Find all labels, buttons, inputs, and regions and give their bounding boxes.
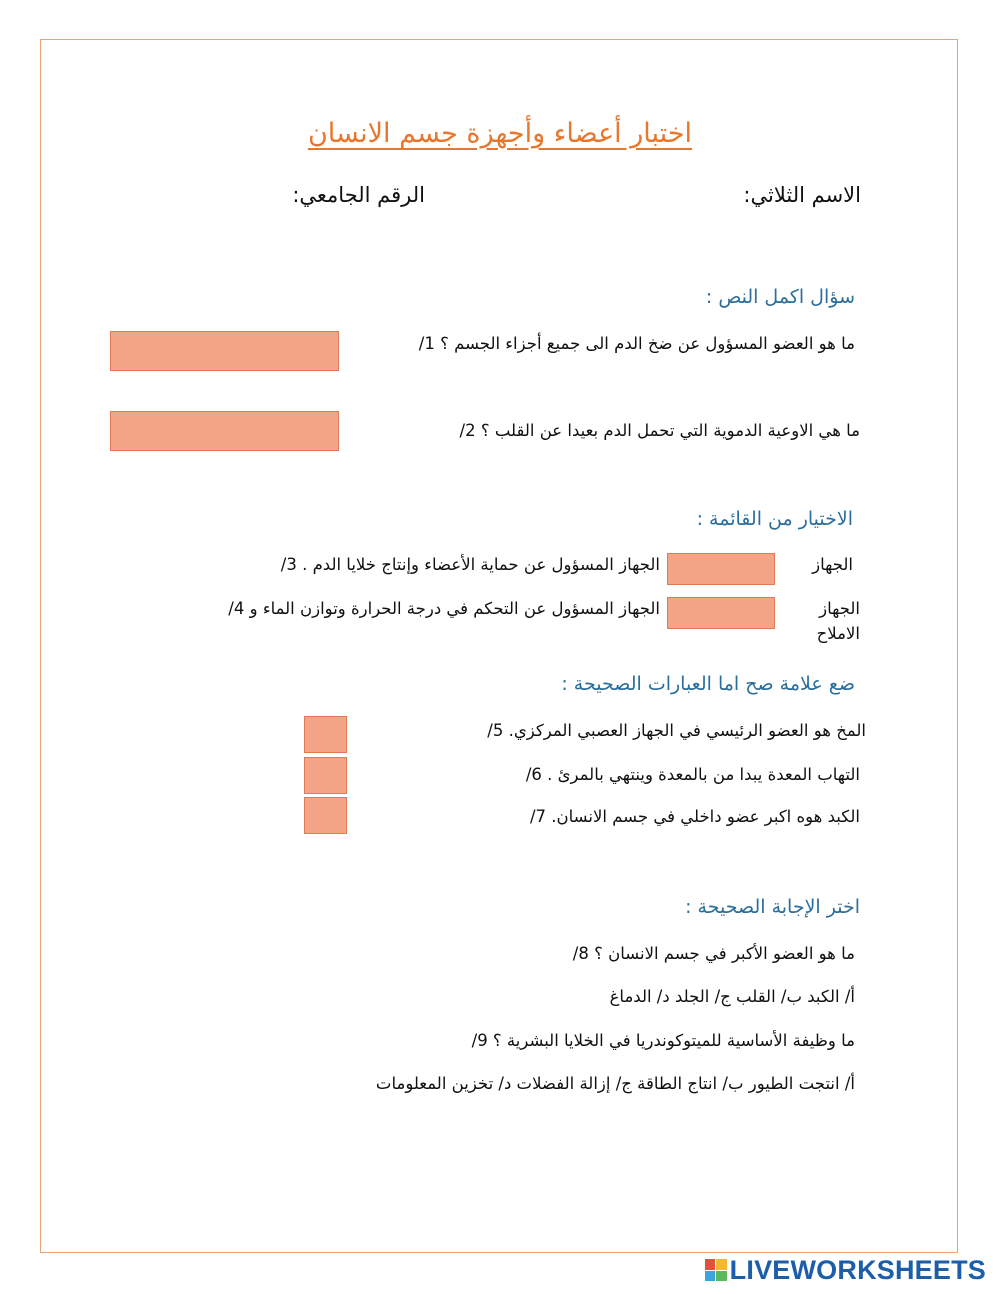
statement-5: المخ هو العضو الرئيسي في الجهاز العصبي المركزي. 5/	[487, 721, 866, 740]
section-true-heading: ضع علامة صح اما العبارات الصحيحة :	[561, 673, 855, 695]
statement-6-checkbox[interactable]	[304, 757, 347, 794]
question-3-prefix: الجهاز	[812, 555, 853, 574]
question-3: الجهاز المسؤول عن حماية الأعضاء وإنتاج خلايا الدم . 3/	[280, 555, 660, 574]
question-9-options[interactable]: أ/ انتجت الطيور ب/ انتاج الطاقة ج/ إزالة الفضلات د/ تخزين المعلومات	[375, 1074, 855, 1093]
answer-3-dropdown[interactable]	[667, 553, 775, 585]
section-choose-heading: اختر الإجابة الصحيحة :	[685, 896, 860, 918]
question-8-options[interactable]: أ/ الكبد ب/ القلب ج/ الجلد د/ الدماغ	[609, 987, 855, 1006]
statement-6: التهاب المعدة يبدا من بالمعدة وينتهي بالمرئ . 6/	[525, 765, 860, 784]
question-8: ما هو العضو الأكبر في جسم الانسان ؟ 8/	[572, 944, 855, 963]
logo-square-red	[705, 1259, 716, 1270]
worksheet-border	[40, 39, 958, 1253]
section-dropdown-heading: الاختيار من القائمة :	[696, 508, 853, 530]
question-4-continued: الاملاح	[816, 624, 860, 643]
logo-square-green	[716, 1271, 727, 1282]
student-id-label: الرقم الجامعي:	[292, 183, 425, 207]
liveworksheets-logo-icon	[705, 1259, 727, 1281]
name-label: الاسم الثلاثي:	[743, 183, 861, 207]
brand-name: LIVEWORKSHEETS	[729, 1254, 986, 1285]
answer-4-dropdown[interactable]	[667, 597, 775, 629]
logo-square-blue	[705, 1271, 716, 1282]
worksheet-title: اختبار أعضاء وأجهزة جسم الانسان	[307, 118, 693, 149]
answer-1-input[interactable]	[110, 331, 339, 371]
section-complete-heading: سؤال اكمل النص :	[705, 286, 855, 308]
question-4: الجهاز المسؤول عن التحكم في درجة الحرارة وتوازن الماء و 4/	[228, 599, 660, 618]
question-1: ما هو العضو المسؤول عن ضخ الدم الى جميع أجزاء الجسم ؟ 1/	[418, 334, 855, 353]
statement-5-checkbox[interactable]	[304, 716, 347, 753]
statement-7-checkbox[interactable]	[304, 797, 347, 834]
statement-7: الكبد هوه اكبر عضو داخلي في جسم الانسان. 7/	[529, 807, 860, 826]
question-2: ما هي الاوعية الدموية التي تحمل الدم بعيدا عن القلب ؟ 2/	[459, 421, 860, 440]
question-4-prefix: الجهاز	[819, 599, 860, 618]
answer-2-input[interactable]	[110, 411, 339, 451]
liveworksheets-brand[interactable]	[705, 1253, 986, 1287]
question-9: ما وظيفة الأساسية للميتوكوندريا في الخلايا البشرية ؟ 9/	[471, 1031, 855, 1050]
logo-square-yellow	[716, 1259, 727, 1270]
